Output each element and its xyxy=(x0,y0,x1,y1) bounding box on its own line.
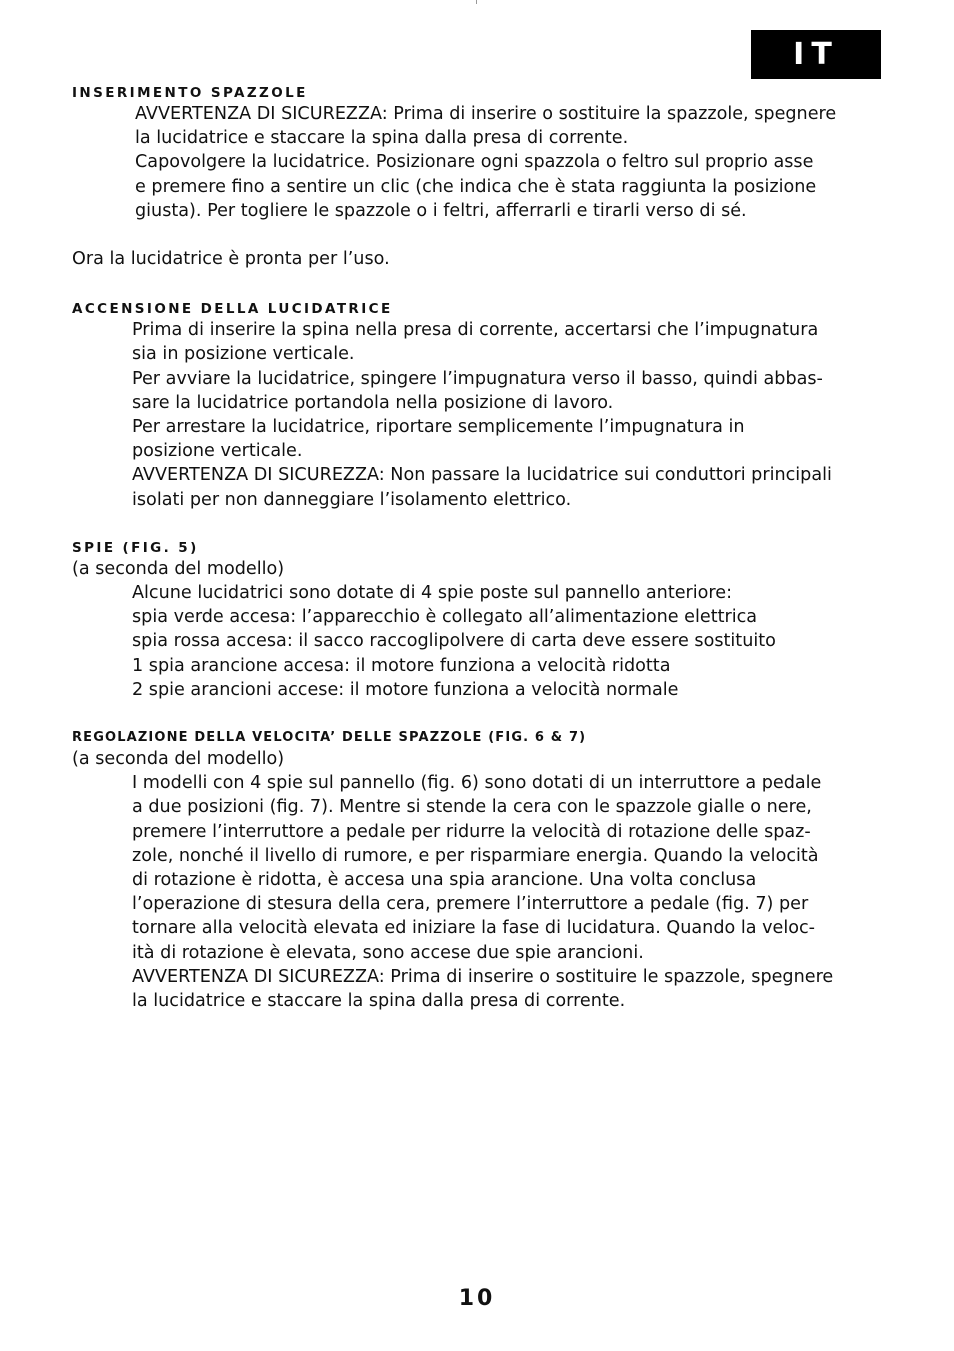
section-body-accensione xyxy=(72,318,882,512)
body-line: 2 spie arancioni accese: il motore funziona a velocità normale xyxy=(132,679,679,700)
body-line: di rotazione è ridotta, è accesa una spia arancione. Una volta conclusa xyxy=(132,870,757,891)
section-body-spie xyxy=(72,581,882,702)
ready-note: Ora la lucidatrice è pronta per l’uso. xyxy=(72,249,390,270)
model-note: (a seconda del modello) xyxy=(72,749,285,770)
body-line: AVVERTENZA DI SICUREZZA: Prima di inserire o sostituire le spazzole, spegnere xyxy=(132,966,834,987)
body-line: la lucidatrice e staccare la spina dalla presa di corrente. xyxy=(132,991,626,1012)
crop-mark-top xyxy=(476,0,477,4)
language-badge: IT xyxy=(751,30,881,79)
body-line: zole, nonché il livello di rumore, e per risparmiare energia. Quando la velocità xyxy=(132,845,819,866)
body-line: l’operazione di stesura della cera, premere l’interruttore a pedale (fig. 7) per xyxy=(132,894,809,915)
section-body-inserimento-spazzole xyxy=(72,102,882,223)
page-content xyxy=(72,84,882,1013)
section-heading-spie: SPIE (FIG. 5) xyxy=(72,539,199,556)
body-line: sare la lucidatrice portandola nella posizione di lavoro. xyxy=(132,392,614,413)
body-line: la lucidatrice e staccare la spina dalla presa di corrente. xyxy=(135,128,629,149)
body-line: isolati per non danneggiare l’isolamento elettrico. xyxy=(132,489,572,510)
body-line: tornare alla velocità elevata ed iniziare la fase di lucidatura. Quando la veloc- xyxy=(132,918,816,939)
body-line: Per avviare la lucidatrice, spingere l’impugnatura verso il basso, quindi abbas- xyxy=(132,368,823,389)
body-line: spia verde accesa: l’apparecchio è collegato all’alimentazione elettrica xyxy=(132,607,758,628)
section-heading-accensione: ACCENSIONE DELLA LUCIDATRICE xyxy=(72,301,393,318)
body-line: I modelli con 4 spie sul pannello (fig. 6) sono dotati di un interruttore a pedale xyxy=(132,773,822,794)
body-line: a due posizioni (fig. 7). Mentre si stende la cera con le spazzole gialle o nere, xyxy=(132,797,812,818)
body-line: premere l’interruttore a pedale per ridurre la velocità di rotazione delle spaz- xyxy=(132,821,811,842)
body-line: posizione verticale. xyxy=(132,441,303,462)
section-heading-regolazione-velocita: REGOLAZIONE DELLA VELOCITA’ DELLE SPAZZOLE (FIG. 6 & 7) xyxy=(72,730,587,746)
body-line: spia rossa accesa: il sacco raccoglipolvere di carta deve essere sostituito xyxy=(132,631,776,652)
body-line: Per arrestare la lucidatrice, riportare semplicemente l’impugnatura in xyxy=(132,417,745,438)
body-line: 1 spia arancione accesa: il motore funziona a velocità ridotta xyxy=(132,655,671,676)
body-line: AVVERTENZA DI SICUREZZA: Non passare la lucidatrice sui conduttori principali xyxy=(132,465,832,486)
body-line: e premere fino a sentire un clic (che indica che è stata raggiunta la posizione xyxy=(135,176,817,197)
section-body-regolazione-velocita xyxy=(72,771,882,1013)
page-number: 10 xyxy=(458,1286,496,1311)
model-note: (a seconda del modello) xyxy=(72,558,285,579)
body-line: AVVERTENZA DI SICUREZZA: Prima di inserire o sostituire la spazzole, spegnere xyxy=(135,104,837,124)
body-line: Alcune lucidatrici sono dotate di 4 spie poste sul pannello anteriore: xyxy=(132,583,733,604)
body-line: ità di rotazione è elevata, sono accese due spie arancioni. xyxy=(132,942,644,963)
body-line: giusta). Per togliere le spazzole o i feltri, afferrarli e tirarli verso di sé. xyxy=(135,200,747,221)
body-line: Prima di inserire la spina nella presa di corrente, accertarsi che l’impugnatura xyxy=(132,320,819,341)
body-line: Capovolgere la lucidatrice. Posizionare ogni spazzola o feltro sul proprio asse xyxy=(135,152,814,173)
body-line: sia in posizione verticale. xyxy=(132,344,355,365)
section-heading-inserimento-spazzole: INSERIMENTO SPAZZOLE xyxy=(72,85,308,101)
